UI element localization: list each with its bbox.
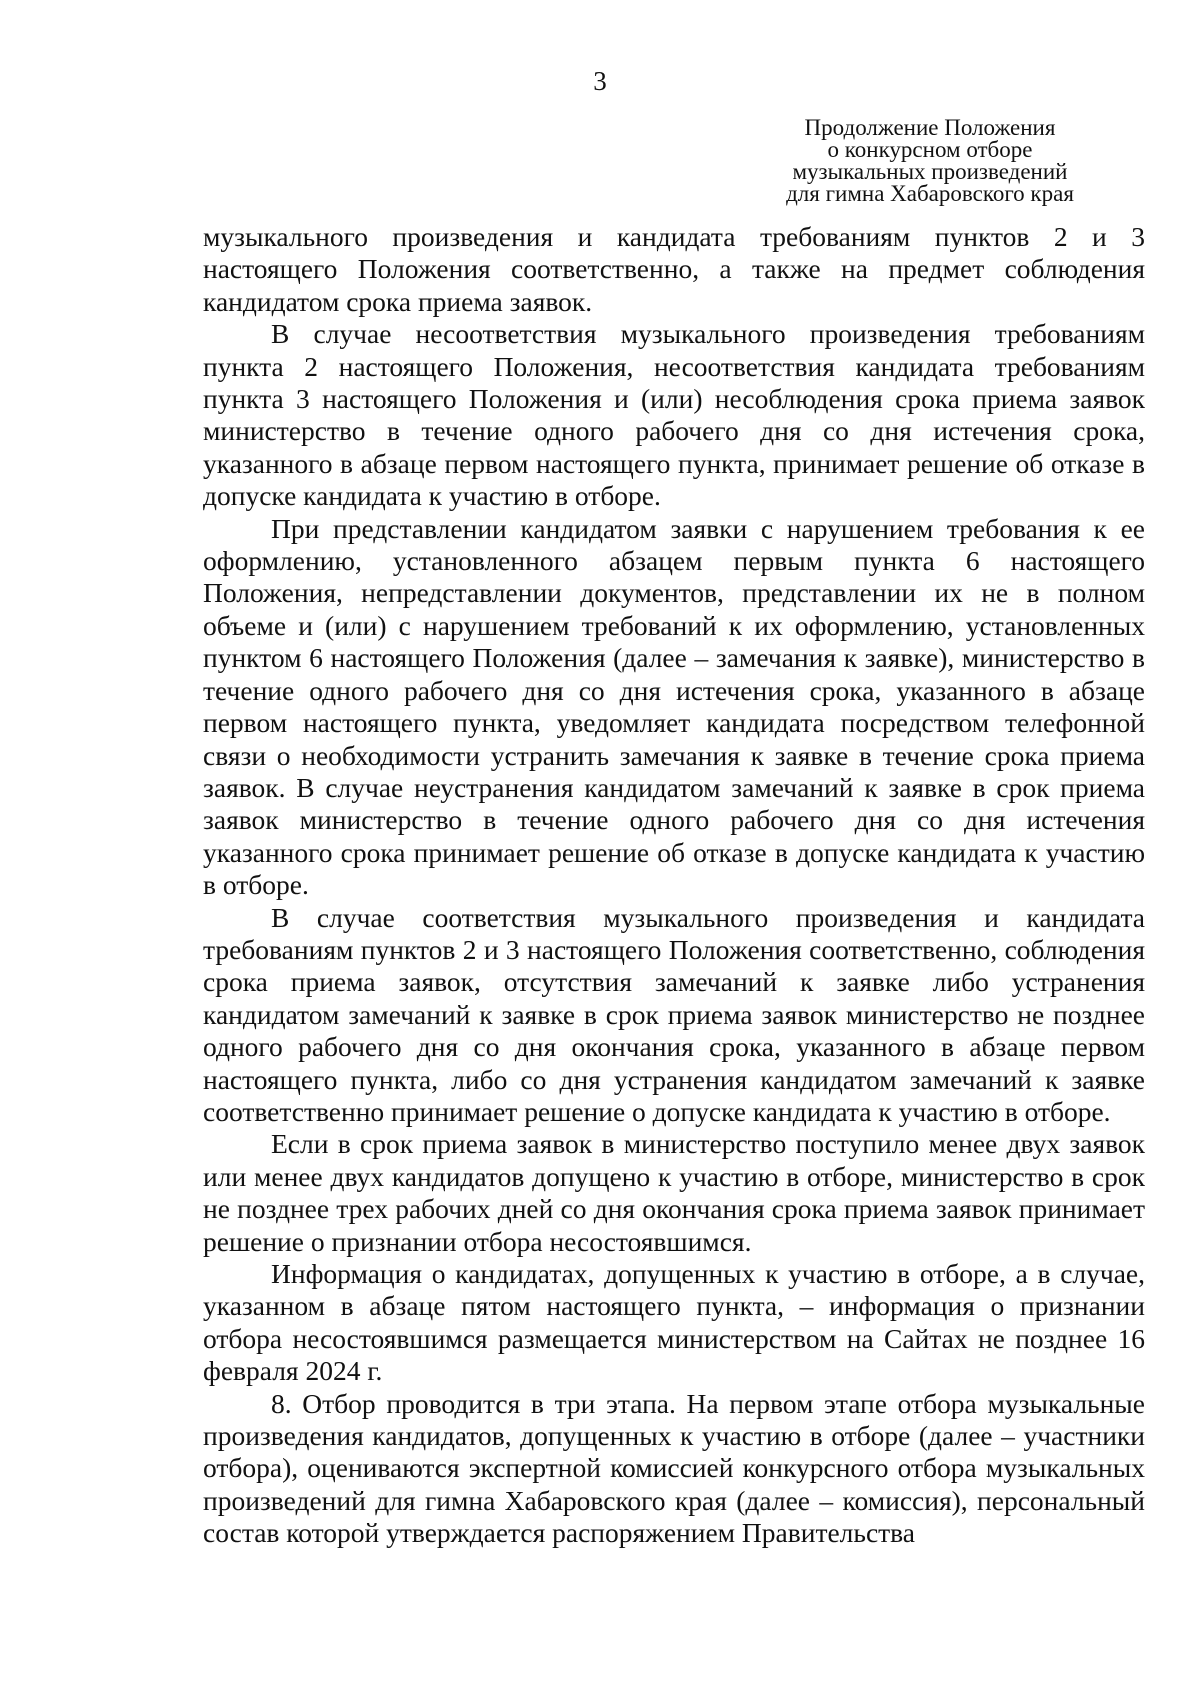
header-line-4: для гимна Хабаровского края [786,181,1074,206]
body-text [203,221,1145,1550]
paragraph-6: Информация о кандидатах, допущенных к участию в отборе, а в случае, указанном в абзаце пятом настоящего пункта, – информация о признании отбора несостоявшимся размещается министерством на Сайтах не позднее 16 февраля 2024 г. [203,1258,1145,1387]
paragraph-4: В случае соответствия музыкального произведения и кандидата требованиям пунктов 2 и 3 настоящего Положения соответственно, соблюдения срока приема заявок, отсутствия замечаний к заявке либо устранения кандидатом замечаний к заявке в срок приема заявок министерство не позднее одного рабочего дня со дня окончания срока, указанного в абзаце первом настоящего пункта, либо со дня устранения кандидатом замечаний к заявке соответственно принимает решение о допуске кандидата к участию в отборе. [203,901,1145,1127]
paragraph-5: Если в срок приема заявок в министерство поступило менее двух заявок или менее двух кандидатов допущено к участию в отборе, министерство в срок не позднее трех рабочих дней со дня окончания срока приема заявок принимает решение о признании отбора несостоявшимся. [203,1128,1145,1257]
header-line-3: музыкальных произведений [792,159,1068,184]
header-line-2: о конкурсном отборе [827,137,1033,162]
paragraph-3: При представлении кандидатом заявки с нарушением требования к ее оформлению, установленного абзацем первым пункта 6 настоящего Положения, непредставлении документов, представлении их не в полном объеме и (или) с нарушением требований к их оформлению, установленных пунктом 6 настоящего Положения (далее – замечания к заявке), министерство в течение одного рабочего дня со дня истечения срока, указанного в абзаце первом настоящего пункта, уведомляет кандидата посредством телефонной связи о необходимости устранить замечания к заявке в течение срока приема заявок. В случае неустранения кандидатом замечаний к заявке в срок приема заявок министерство в течение одного рабочего дня со дня истечения указанного срока принимает решение об отказе в допуске кандидата к участию в отборе. [203,512,1145,901]
paragraph-1: музыкального произведения и кандидата требованиям пунктов 2 и 3 настоящего Положения соответственно, а также на предмет соблюдения кандидатом срока приема заявок. [203,221,1145,317]
header-line-1: Продолжение Положения [804,115,1056,140]
continuation-header [720,117,1140,205]
paragraph-2: В случае несоответствия музыкального произведения требованиям пункта 2 настоящего Положения, несоответствия кандидата требованиям пункта 3 настоящего Положения и (или) несоблюдения срока приема заявок министерство в течение одного рабочего дня со дня истечения срока, указанного в абзаце первом настоящего пункта, принимает решение об отказе в допуске кандидата к участию в отборе. [203,318,1145,512]
paragraph-7: 8. Отбор проводится в три этапа. На первом этапе отбора музыкальные произведения кандидатов, допущенных к участию в отборе (далее – участники отбора), оцениваются экспертной комиссией конкурсного отбора музыкальных произведений для гимна Хабаровского края (далее – комиссия), персональный состав которой утверждается распоряжением Правительства [203,1387,1145,1549]
page-number: 3 [593,66,607,96]
